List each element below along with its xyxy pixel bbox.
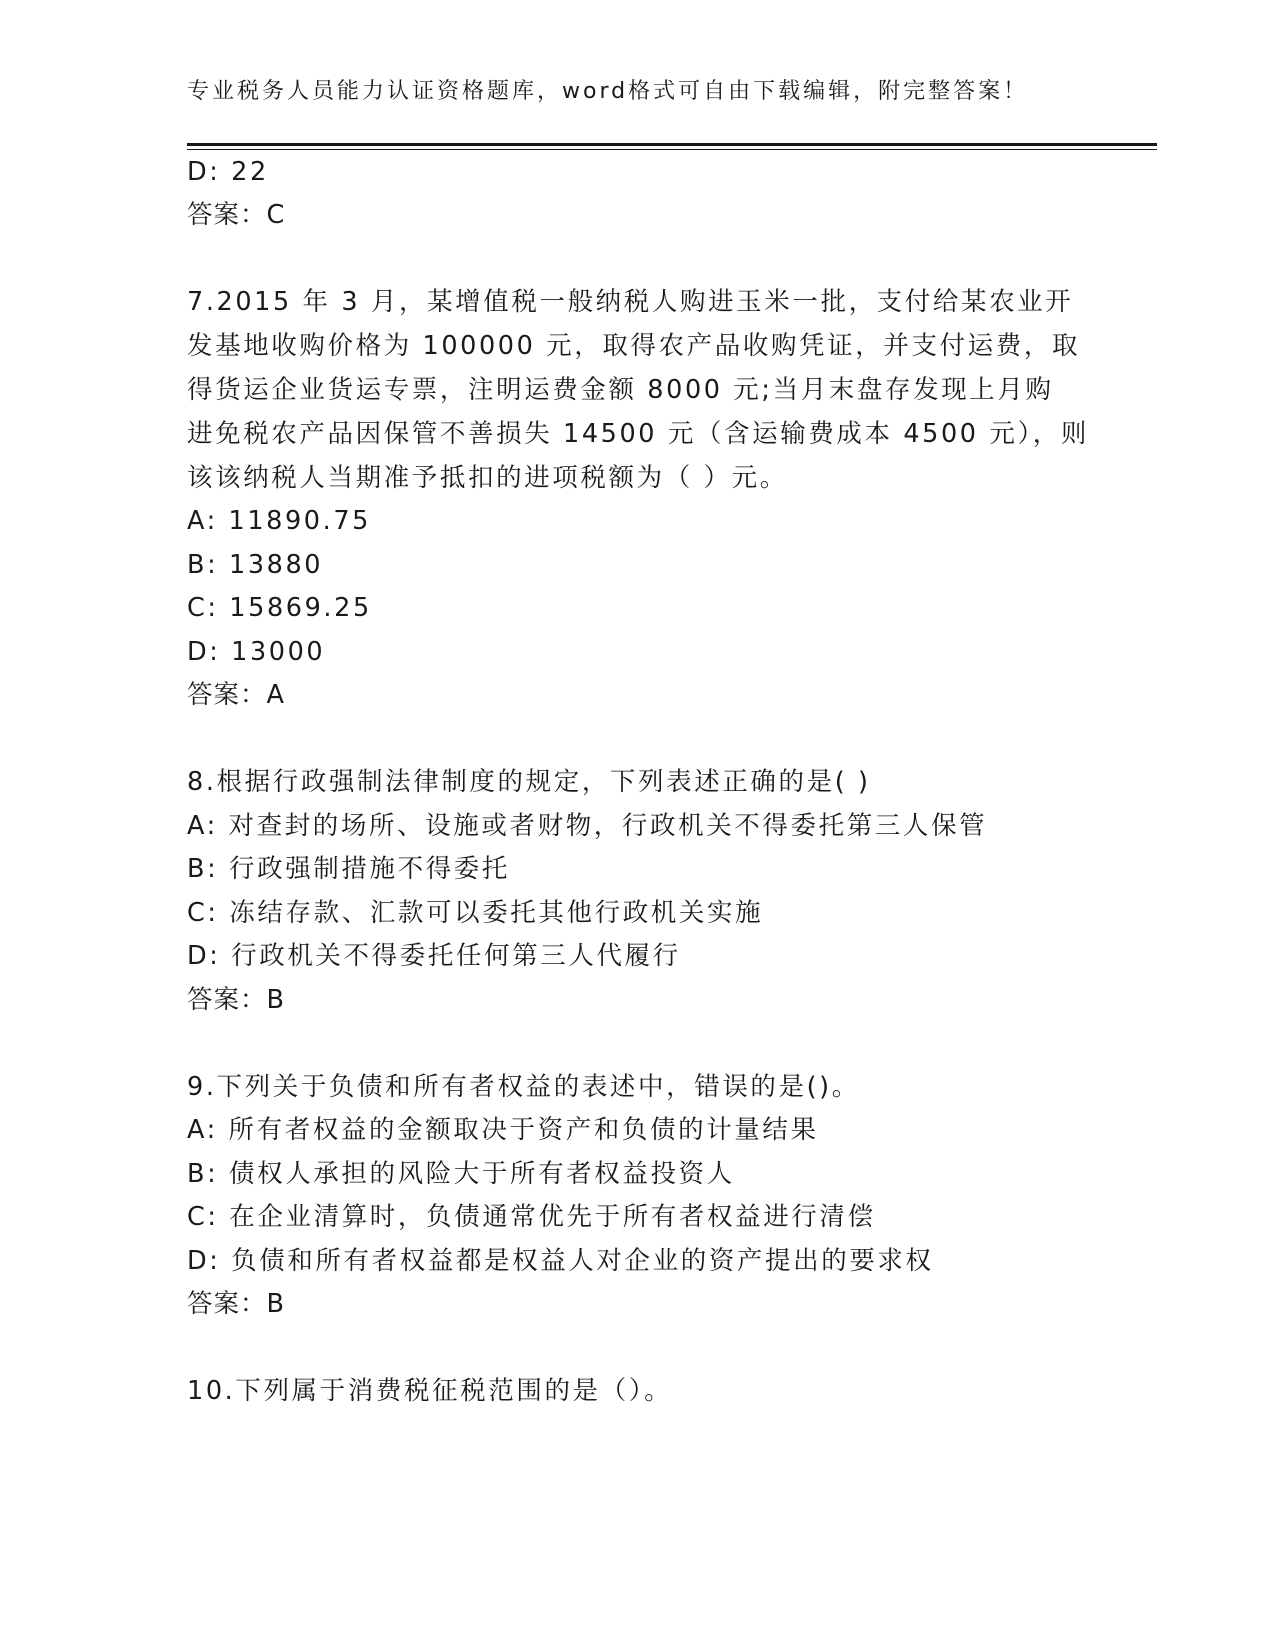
q9-stem: 9.下列关于负债和所有者权益的表述中，错误的是()。 [187, 1072, 860, 1102]
q9-option-a: A: 所有者权益的金额取决于资产和负债的计量结果 [187, 1115, 819, 1145]
q8-option-d: D: 行政机关不得委托任何第三人代履行 [187, 941, 681, 971]
q9-option-c: C: 在企业清算时，负债通常优先于所有者权益进行清偿 [187, 1202, 876, 1232]
header-text: 专业税务人员能力认证资格题库，word格式可自由下载编辑，附完整答案！ [187, 79, 1029, 104]
q6-option-d: D: 22 [187, 157, 269, 187]
q8-option-a: A: 对查封的场所、设施或者财物，行政机关不得委托第三人保管 [187, 811, 988, 841]
q7-stem-line-5: 该该纳税人当期准予抵扣的进项税额为（ ）元。 [187, 463, 788, 493]
q8-stem: 8.根据行政强制法律制度的规定，下列表述正确的是( ) [187, 767, 871, 797]
q7-option-d: D: 13000 [187, 637, 326, 667]
header-rule-thin [187, 149, 1157, 150]
q7-option-a: A: 11890.75 [187, 506, 371, 536]
q9-option-d: D: 负债和所有者权益都是权益人对企业的资产提出的要求权 [187, 1246, 934, 1276]
q9-answer: 答案：B [187, 1289, 285, 1319]
q8-option-b: B: 行政强制措施不得委托 [187, 854, 510, 884]
q8-answer: 答案：B [187, 985, 285, 1015]
q7-stem-line-3: 得货运企业货运专票，注明运费金额 8000 元;当月末盘存发现上月购 [187, 375, 1054, 405]
q7-answer: 答案：A [187, 680, 285, 710]
q7-stem-line-4: 进免税农产品因保管不善损失 14500 元（含运输费成本 4500 元），则 [187, 419, 1089, 449]
q10-stem: 10.下列属于消费税征税范围的是（）。 [187, 1376, 673, 1406]
header-rule-thick [187, 143, 1157, 146]
q7-option-b: B: 13880 [187, 550, 324, 580]
q8-option-c: C: 冻结存款、汇款可以委托其他行政机关实施 [187, 898, 764, 928]
q9-option-b: B: 债权人承担的风险大于所有者权益投资人 [187, 1159, 735, 1189]
q7-option-c: C: 15869.25 [187, 593, 372, 623]
q7-stem-line-1: 7.2015 年 3 月，某增值税一般纳税人购进玉米一批，支付给某农业开 [187, 287, 1074, 317]
q7-stem-line-2: 发基地收购价格为 100000 元，取得农产品收购凭证，并支付运费，取 [187, 331, 1081, 361]
q6-answer: 答案：C [187, 200, 286, 230]
